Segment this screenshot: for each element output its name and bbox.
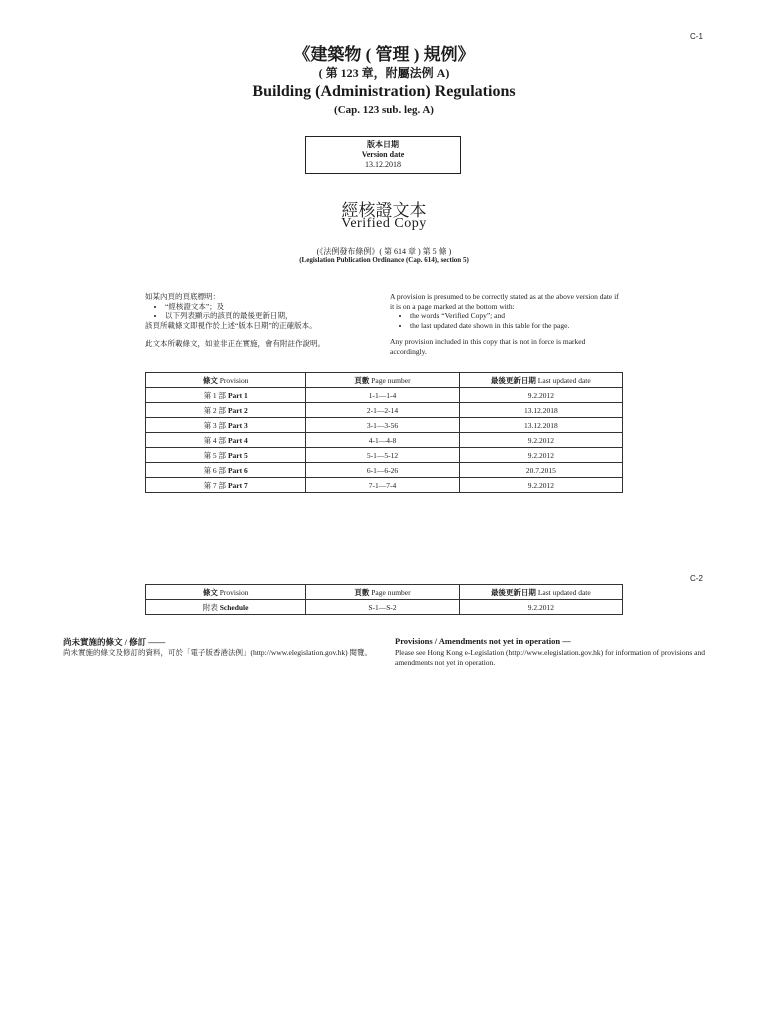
provision-cell: 附表 Schedule	[146, 600, 306, 615]
table-row	[146, 388, 623, 403]
not-in-operation-body-en: Please see Hong Kong e-Legislation (http://www.elegislation.gov.hk) for information of provisions and amendments not yet in operation.	[395, 648, 706, 667]
table-header-row	[146, 585, 623, 600]
note-en-bullet1: • the words “Verified Copy”; and	[410, 311, 620, 321]
provision-cell: 第 3 部 Part 3	[146, 418, 306, 433]
last-updated-cell: 9.2.2012	[459, 600, 622, 615]
title-chinese: 《建築物 ( 管理 ) 規例》	[293, 45, 475, 64]
last-updated-cell: 9.2.2012	[459, 448, 622, 463]
notes-english	[390, 292, 620, 356]
provision-cell: 第 2 部 Part 2	[146, 403, 306, 418]
table-row	[146, 418, 623, 433]
table-row	[146, 600, 623, 615]
not-in-operation-heading-zh: 尚未實施的條文 / 修訂 ——	[63, 637, 166, 647]
table-row	[146, 478, 623, 493]
page-number-c1: C-1	[690, 32, 703, 41]
note-zh-bullet2: • 以下列表顯示的該頁的最後更新日期，	[165, 311, 375, 321]
lpo-reference-en: (Legislation Publication Ordinance (Cap. 614), section 5)	[299, 256, 469, 264]
note-en-bullet2: • the last updated date shown in this table for the page.	[410, 321, 620, 331]
notes-chinese	[145, 292, 375, 349]
title-english: Building (Administration) Regulations	[252, 83, 516, 100]
table-row	[146, 463, 623, 478]
verified-copy-en: Verified Copy	[341, 216, 427, 231]
parts-table	[145, 372, 623, 493]
table-row	[146, 448, 623, 463]
version-date-box	[305, 136, 461, 174]
provision-cell: 第 1 部 Part 1	[146, 388, 306, 403]
note-zh-bullet1: • “經核證文本”；及	[165, 302, 375, 312]
table-row	[146, 433, 623, 448]
table-header-row	[146, 373, 623, 388]
page-number-cell: S-1—S-2	[306, 600, 459, 615]
provision-cell: 第 6 部 Part 6	[146, 463, 306, 478]
note-zh-line2: 該頁所載條文即視作於上述“版本日期”的正確版本。	[145, 320, 317, 330]
page-number-cell: 7-1—7-4	[306, 478, 459, 493]
version-label-en: Version date	[361, 150, 405, 159]
last-updated-cell: 13.12.2018	[459, 418, 622, 433]
page-number-cell: 2-1—2-14	[306, 403, 459, 418]
note-en-line2: Any provision included in this copy that is not in force is marked accordingly.	[390, 337, 586, 356]
header-page-number: 頁數 Page number	[306, 585, 459, 600]
provision-cell: 第 7 部 Part 7	[146, 478, 306, 493]
last-updated-cell: 20.7.2015	[459, 463, 622, 478]
page-number-c2: C-2	[690, 574, 703, 583]
chapter-english: (Cap. 123 sub. leg. A)	[334, 104, 434, 116]
last-updated-cell: 9.2.2012	[459, 388, 622, 403]
header-last-updated: 最後更新日期 Last updated date	[459, 373, 622, 388]
note-zh-line1: 如某內頁的頁底標明：	[145, 292, 220, 301]
not-in-operation-body-zh: 尚未實施的條文及修訂的資料，可於「電子版香港法例」(http://www.elegislation.gov.hk) 閱覽。	[63, 648, 373, 657]
provision-cell: 第 5 部 Part 5	[146, 448, 306, 463]
table-row	[146, 403, 623, 418]
last-updated-cell: 13.12.2018	[459, 403, 622, 418]
header-page-number: 頁數 Page number	[306, 373, 459, 388]
last-updated-cell: 9.2.2012	[459, 433, 622, 448]
version-label-zh: 版本日期	[367, 140, 399, 149]
page-number-cell: 5-1—5-12	[306, 448, 459, 463]
page-number-cell: 6-1—6-26	[306, 463, 459, 478]
header-provision: 條文 Provision	[146, 585, 306, 600]
page-number-cell: 4-1—4-8	[306, 433, 459, 448]
version-date: 13.12.2018	[365, 160, 401, 169]
page-number-cell: 1-1—1-4	[306, 388, 459, 403]
note-en-line1: A provision is presumed to be correctly stated as at the above version date if it is on a page marked at the bottom with:	[390, 292, 619, 311]
verified-copy-zh: 經核證文本	[341, 201, 427, 220]
chapter-chinese: ( 第 123 章，附屬法例 A)	[318, 66, 450, 80]
provision-cell: 第 4 部 Part 4	[146, 433, 306, 448]
schedule-table	[145, 584, 623, 615]
header-last-updated: 最後更新日期 Last updated date	[459, 585, 622, 600]
note-zh-line3: 此文本所載條文，如並非正在實施，會有附註作說明。	[145, 339, 325, 348]
lpo-reference-zh: (《法例發布條例》( 第 614 章 ) 第 5 條 )	[316, 247, 452, 256]
last-updated-cell: 9.2.2012	[459, 478, 622, 493]
page-number-cell: 3-1—3-56	[306, 418, 459, 433]
not-in-operation-heading-en: Provisions / Amendments not yet in operation —	[395, 636, 571, 646]
header-provision: 條文 Provision	[146, 373, 306, 388]
